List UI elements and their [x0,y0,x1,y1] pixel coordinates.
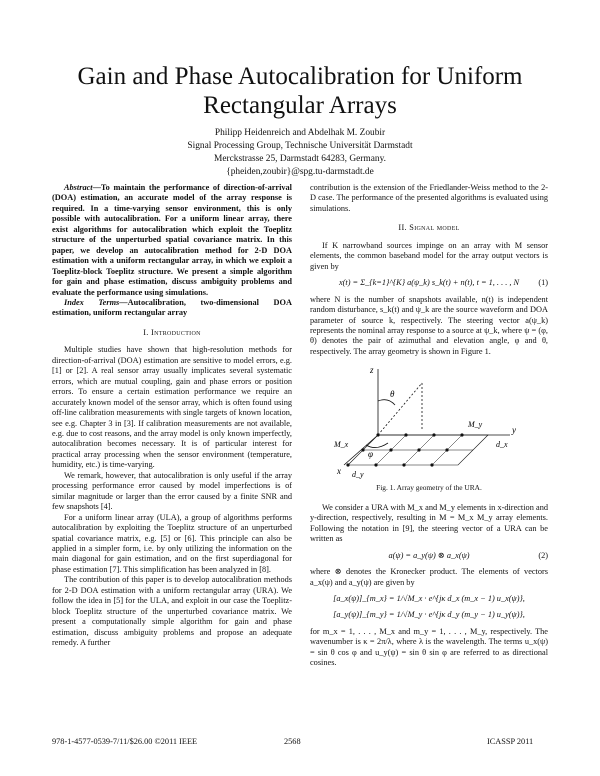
label-y: y [512,425,516,436]
array-element [402,464,405,467]
label-My: M_y [468,420,483,430]
label-x: x [337,466,341,477]
array-element [404,434,407,437]
paper-title: Gain and Phase Autocalibration for Uniform Rectangular Arrays [77,63,523,119]
section-heading-introduction: I. Introduction [143,327,201,337]
left-column [52,183,292,648]
array-element [417,449,420,452]
abstract-label: Abstract [64,183,93,192]
array-element [445,449,448,452]
right-column [310,183,548,669]
source-direction [378,383,422,435]
index-terms-label: Index Terms [64,297,120,307]
equation-2-body: a(ψ) = a_y(ψ) ⊗ a_x(ψ) [388,550,470,560]
intro-continuation: contribution is the extension of the Friedlander-Weiss method to the 2-D case. The performance of the presented algorithms is evaluated using simulations. [310,183,548,213]
section-heading-signal-model: II. Signal model [398,223,460,233]
signal-paragraph: If K narrowband sources impinge on an array with M sensor elements, the common baseband model for the array output vectors is given by [310,240,548,271]
array-element [376,434,379,437]
array-element [346,464,349,467]
equation-2 [310,551,548,561]
figure-caption: Fig. 1. Array geometry of the URA. [376,483,482,493]
footer-page-number: 2568 [284,737,301,746]
equation-3a: [a_x(ψ)]_{m_x} = 1/√M_x · e^{jκ d_x (m_x − 1) u_x(ψ)}, [333,593,525,603]
author-email: {pheiden,zoubir}@spg.tu-darmstadt.de [226,167,374,177]
label-Mx: M_x [334,440,349,450]
label-theta: θ [390,389,395,400]
equation-1 [310,278,548,288]
author-group: Signal Processing Group, Technische Universität Darmstadt [187,141,413,151]
abstract-text: —To maintain the performance of direction-of-arrival (DOA) estimation, an accurate model of the array response is required. In a time-varying sensor environment, this is only possible with autocalibration. For a uniform linear array, there exist algorithms for autocalibration which exploit the Toeplitz structure of the unperturbed spatial covariance matrix. In this paper, we develop an autocalibration method for 2-D DOA estimation with a uniform rectangular array, in which we exploit a Toeplitz-block Toeplitz structure. We present a simple algorithm for gain and phase estimation, discuss ambiguity problems and evaluate the performance using simulations. [52,183,292,297]
author-address: Merckstrasse 25, Darmstadt 64283, Germany. [213,154,386,164]
signal-paragraph: where N is the number of snapshots available, n(t) is independent random disturbance, s_k(t) and ψ_k are the source waveform and DOA parameter of source k, respectively. The steering vector a(ψ_k) represents the nominal array response to a source at ψ_k, where ψ = (φ, θ) denotes the pair of azimuthal and elevation angle, φ and θ, respectively. The array geometry is shown in Figure 1. [310,294,548,356]
footer-copyright: 978-1-4577-0539-7/11/$26.00 ©2011 IEEE [52,737,198,746]
theta-arc [378,400,395,405]
array-element [460,434,463,437]
intro-paragraph: The contribution of this paper is to develop autocalibration methods for 2-D DOA estimation with a uniform rectangular array (URA). We follow the idea in [5] for the ULA, and exploit in our case the Toeplitz-block Toeplitz structure of the unperturbed covariance matrix. We present a computationally simple algorithm for gain and phase estimation, discuss ambiguity problems and propose an adequate remedy. A further [52,575,292,648]
equation-3b: [a_y(ψ)]_{m_y} = 1/√M_y · e^{jκ d_y (m_y − 1) u_y(ψ)}, [333,610,525,620]
array-element [361,449,364,452]
author-block [100,127,500,179]
array-element [374,464,377,467]
label-dx: d_x [496,440,508,450]
signal-paragraph: We consider a URA with M_x and M_y elements in x-direction and y-direction, respectively, resulting in M = M_x M_y array elements. Following the notation in [9], the steering vector of a URA can be written as [310,502,548,544]
intro-paragraph: Multiple studies have shown that high-resolution methods for direction-of-arrival (DOA) estimation are sensitive to model errors, e.g. [1] or [2]. A real sensor array usually implicates several systematic errors, which are mutual coupling, gain and phase errors or position errors. To ensure a certain estimation performance we require an accurately known model of the sensor array, which is often found using off-line calibration measurements with single targets of known location, see e.g. Chapter 3 in [3]. If calibration measurements are not available, e.g. due to cost reasons, and the array model is only known imperfectly, autocalibration becomes necessary. It is of particular interest for practical array processing when the sensor environment (temperature, humidity, etc.) is time-varying. [52,345,292,470]
intro-paragraph: We remark, however, that autocalibration is only useful if the array processing performance error caused by model imperfections is of similar magnitude or larger than the error caused by a finite SNR and few snapshots [4]. [52,470,292,512]
label-z: z [370,365,374,376]
signal-paragraph: where ⊗ denotes the Kronecker product. The elements of vectors a_x(ψ) and a_y(ψ) are given by [310,567,548,587]
label-phi: φ [368,449,373,460]
array-element [430,464,433,467]
intro-paragraph: For a uniform linear array (ULA), a group of algorithms performs autocalibration by exploiting the Toeplitz structure of an unperturbed spatial covariance matrix, e.g. [5] or [6]. This principle can also be applied in a simpler form, i.e. by only utilizing the information on the main diagonal for gain estimation, and on the first superdiagonal for phase estimation [7]. This simplification has been analyzed in [8]. [52,512,292,574]
abstract [52,183,292,298]
equation-1-body: x(t) = Σ_{k=1}^{K} a(ψ_k) s_k(t) + n(t), t = 1, . . . , N [338,278,520,288]
equation-2-number: (2) [538,550,548,560]
array-geometry-figure [310,361,548,479]
label-dy: d_y [352,470,364,480]
equation-1-number: (1) [538,278,548,288]
signal-paragraph: for m_x = 1, . . . , M_x and m_y = 1, . . . , M_y, respectively. The wavenumber is κ = 2π/λ, where λ is the wavelength. The terms u_x(ψ) = sin θ cos φ and u_y(ψ) = sin θ sin φ are referred to as directional cosines. [310,626,548,668]
footer-conference: ICASSP 2011 [487,737,534,746]
author-names: Philipp Heidenreich and Abdelhak M. Zoubir [214,128,386,138]
index-terms-text: —Autocalibration, two-dimensional DOA estimation, uniform rectangular array [52,297,292,318]
index-terms [52,298,292,319]
array-element [389,449,392,452]
array-element [432,434,435,437]
